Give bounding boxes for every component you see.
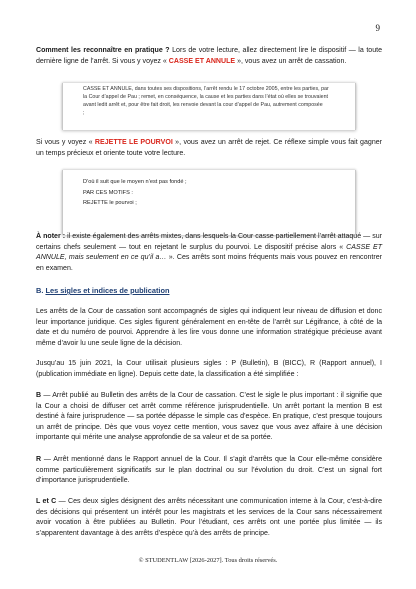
sigle-b-paragraph: B — Arrêt publié au Bulletin des arrêts de la Cour de cassation. C’est le sigle le plus important : il signifie que la Cour a choisi de diffuser cet arrêt comme référence jurisprudentielle. Un arrêt portant la mention B est destiné à faire jurisprudence — sa portée dépasse le simple cas d’espèce. En pratique, c’est presque toujours un arrêt de principe. Dès que vous voyez cette mention, vous savez que vous avez affaire à une décision importante qui mérite une analyse approfondie de sa valeur et de sa portée.	[36, 392, 382, 442]
keyword-rejette: REJETTE LE POURVOI	[94, 139, 173, 146]
page-number: 9	[375, 23, 380, 33]
juin-paragraph: Jusqu’au 15 juin 2021, la Cour utilisait plusieurs sigles : P (Bulletin), B (BICC), R (Rapport annuel), I (publication immédiate en ligne). Depuis cette date, la classification a été simplifiée :	[36, 360, 382, 378]
sigle-r-paragraph: R — Arrêt mentionné dans le Rapport annuel de la Cour. Il s’agit d’arrêts que la Cour elle-même considère comme particulièrement significatifs sur le plan doctrinal ou sur l’évolution du droit. C’est un signal fort d’importance jurisprudentielle.	[36, 456, 382, 485]
section-heading: B. Les sigles et indices de publication	[36, 286, 170, 295]
excerpt-cassation: CASSE ET ANNULE, dans toutes ses dispositions, l’arrêt rendu le 17 octobre 2005, entre les parties, par la Cour d’appel de Pau ; remet, en conséquence, la cause et les parties dans l’état où elles se trouvaient avant ledit arrêt et, pour être fait droit, les renvoie devant la cour d’appel de Pau, autrement composée ;	[62, 83, 356, 130]
intro-paragraph: Comment les reconnaître en pratique ? Lors de votre lecture, allez directement lire le dispositif — la toute dernière ligne de l’arrêt. Si vous y voyez « CASSE ET ANNULE », vous avez un arrêt de cassation.	[36, 47, 382, 65]
copyright-footer: © STUDENTLAW [2026-2027]. Tous droits réservés.	[138, 557, 278, 564]
note-paragraph: À noter : il existe également des arrêts mixtes, dans lesquels la Cour casse partiellement l’arrêt attaqué — sur certains chefs seulement — tout en rejetant le surplus du pourvoi. Le dispositif précise alors « CASSE ET ANNULE, mais seulement en ce qu’il a… ». Ces arrêts sont moins fréquents mais vous pouvez en rencontrer en examen.	[36, 233, 382, 272]
keyword-casse: CASSE ET ANNULE	[168, 57, 236, 65]
rejet-paragraph: Si vous y voyez « REJETTE LE POURVOI », vous avez un arrêt de rejet. Ce réflexe simple vous fait gagner un temps précieux et oriente toute votre lecture.	[36, 139, 383, 157]
excerpt-rejet: D’où il suit que le moyen n’est pas fondé ; PAR CES MOTIFS : REJETTE le pourvoi ;	[62, 170, 356, 235]
sigle-lc-paragraph: L et C — Ces deux sigles désignent des arrêts nécessitant une communication interne à la Cour, c’est-à-dire des décisions qui présentent un intérêt pour les magistrats et les services de la Cour sans nécessairement avoir vocation à être publiées au Bulletin. Pour l’étudiant, ces arrêts ont une portée plus limitée — ils s’apparentent davantage à des arrêts d’espèce qu’à des arrêts de principe.	[36, 498, 382, 537]
intro-question: Comment les reconnaître en pratique ?	[36, 47, 170, 54]
sigles-paragraph: Les arrêts de la Cour de cassation sont accompagnés de sigles qui indiquent leur niveau de diffusion et donc leur importance juridique. Ces sigles figurent généralement en en-tête de l’arrêt sur Légifrance, à côté de la date et du numéro de pourvoi. Apprendre à les lire vous donne une information stratégique précieuse avant même d’avoir lu une seule ligne de la décision.	[36, 308, 382, 347]
